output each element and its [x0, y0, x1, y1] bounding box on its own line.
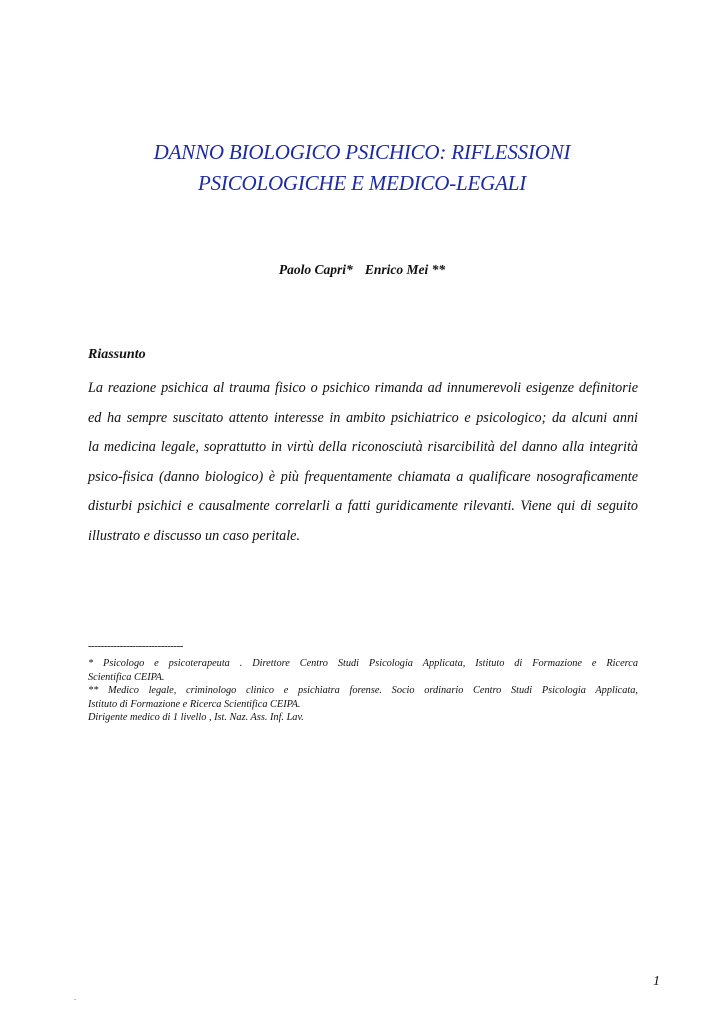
page-number: 1 — [653, 974, 660, 989]
abstract-line: ed ha sempre suscitato attento interesse in ambito psichiatrico e psicologico; da alcuni anni — [88, 409, 638, 426]
footnote-separator: ------------------------------ — [88, 640, 183, 652]
abstract-line: illustrato e discusso un caso peritale. — [88, 527, 301, 544]
abstract-line: la medicina legale, soprattutto in virtù della riconosciutà risarcibilità del danno alla integrità — [88, 439, 638, 455]
document-title — [0, 137, 724, 199]
footnotes — [88, 657, 638, 725]
abstract-text — [88, 374, 638, 551]
abstract-line: disturbi psichici e causalmente correlarli a fatti guridicamente rilevanti. Viene qui di seguito — [88, 498, 638, 514]
author-2: Enrico Mei ** — [364, 262, 446, 277]
footnote-line: ** Medico legale, criminologo clinico e psichiatra forense. Socio ordinario Centro Studi Psicologia Applicata, — [88, 685, 638, 696]
authors-line — [0, 261, 724, 279]
author-1: Paolo Capri* — [278, 262, 353, 277]
title-line-1: DANNO BIOLOGICO PSICHICO: RIFLESSIONI — [153, 140, 571, 164]
footnote-line: Istituto di Formazione e Ricerca Scientifica CEIPA. — [88, 698, 301, 710]
abstract-line: La reazione psichica al trauma fisico o psichico rimanda ad innumerevoli esigenze definitorie — [88, 380, 638, 396]
footnote-line: Scientifica CEIPA. — [88, 671, 165, 683]
corner-mark: . — [74, 993, 76, 1002]
abstract-heading: Riassunto — [88, 347, 146, 362]
footnote-line: * Psicologo e psicoterapeuta . Direttore Centro Studi Psicologia Applicata, Istituto di Formazione e Ricerca — [88, 658, 638, 669]
abstract-line: psico-fisica (danno biologico) è più frequentamente chiamata a qualificare nosograficamente — [88, 468, 638, 485]
footnote-line: Dirigente medico di 1 livello , Ist. Naz. Ass. Inf. Lav. — [88, 712, 304, 723]
title-line-2: PSICOLOGICHE E MEDICO-LEGALI — [197, 171, 527, 195]
